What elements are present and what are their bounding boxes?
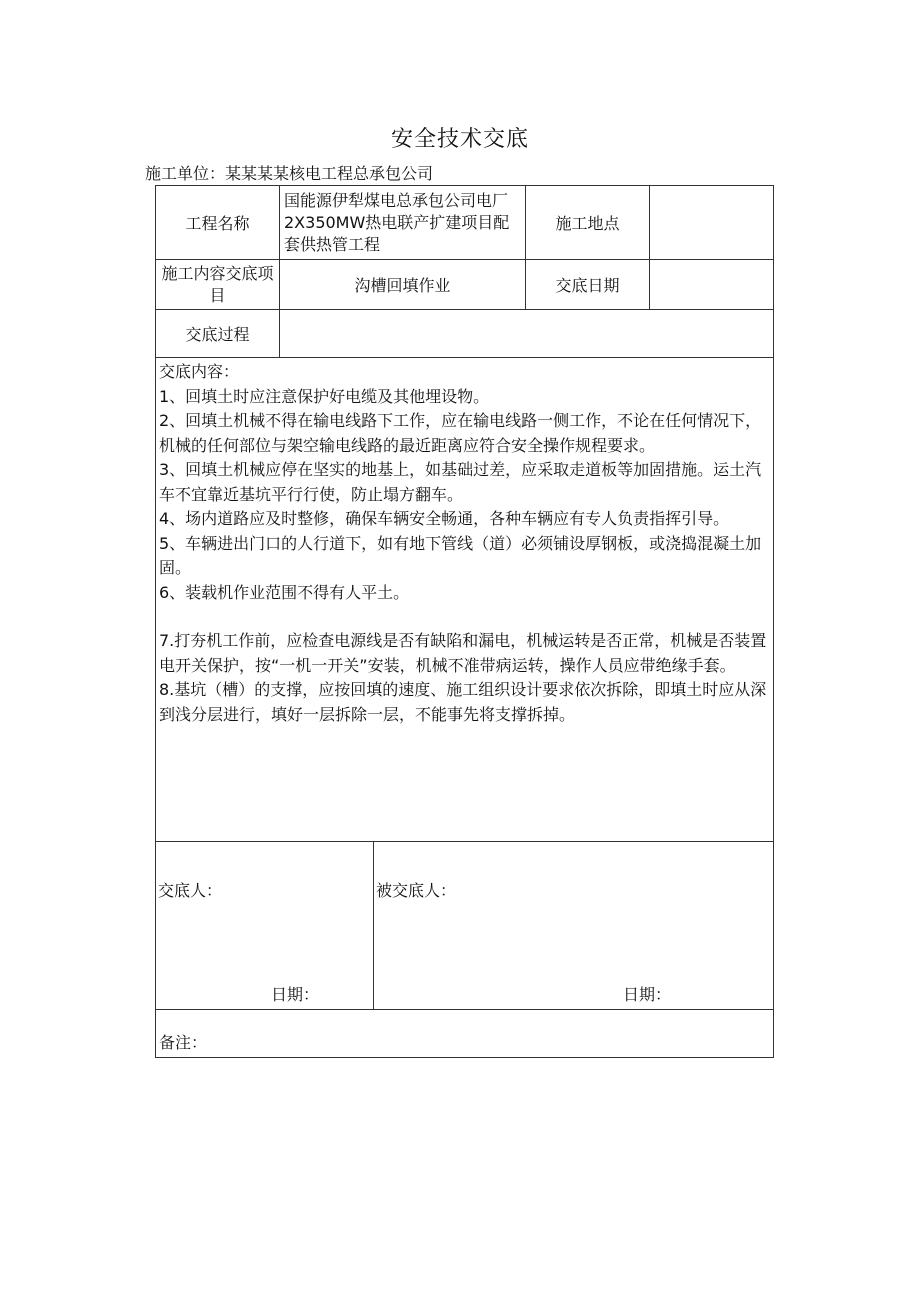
construction-unit: 施工单位：某某某某核电工程总承包公司 bbox=[145, 164, 434, 183]
receiver-label: 被交底人： bbox=[376, 881, 457, 900]
table-row bbox=[156, 358, 774, 842]
project-name-value: 国能源伊犁煤电总承包公司电厂2X350MW热电联产扩建项目配套供热管工程 bbox=[280, 186, 526, 260]
date-value bbox=[650, 260, 774, 310]
content-item: 2、回填土机械不得在输电线路下工作，应在输电线路一侧工作，不论在任何情况下，机械的任何部位与架空输电线路的最近距离应符合安全操作规程要求。 bbox=[159, 411, 762, 455]
location-label: 施工地点 bbox=[526, 186, 650, 260]
receiver-date-label: 日期： bbox=[623, 985, 672, 1004]
date-label: 交底日期 bbox=[526, 260, 650, 310]
giver-date-label: 日期： bbox=[271, 985, 320, 1004]
spacer bbox=[159, 605, 770, 629]
content-item: 5、车辆进出门口的人行道下，如有地下管线（道）必须铺设厚钢板，或浇捣混凝土加固。 bbox=[159, 533, 762, 577]
content-item: 8.基坑（槽）的支撑，应按回填的速度、施工组织设计要求依次拆除，即填土时应从深到浅分层进行，填好一层拆除一层，不能事先将支撑拆掉。 bbox=[159, 680, 767, 724]
disclosure-table bbox=[155, 185, 774, 1058]
project-name-label: 工程名称 bbox=[156, 186, 280, 260]
remarks-label: 备注： bbox=[156, 1010, 774, 1058]
content-item: 4、场内道路应及时整修，确保车辆安全畅通，各种车辆应有专人负责指挥引导。 bbox=[159, 509, 730, 528]
item-label bbox=[156, 260, 280, 310]
remarks-row bbox=[156, 1010, 774, 1058]
table-row bbox=[156, 260, 774, 310]
signature-row bbox=[156, 842, 774, 1010]
item-value: 沟槽回填作业 bbox=[280, 260, 526, 310]
content-heading: 交底内容： bbox=[159, 362, 240, 381]
table-row bbox=[156, 310, 774, 358]
content-cell bbox=[156, 358, 774, 842]
content-item: 1、回填土时应注意保护好电缆及其他埋设物。 bbox=[159, 386, 490, 406]
signature-cell bbox=[156, 842, 774, 1010]
table-row bbox=[156, 186, 774, 260]
page-title: 安全技术交底 bbox=[390, 127, 529, 152]
process-value bbox=[280, 310, 774, 358]
signature-divider bbox=[373, 842, 374, 1009]
content-item: 3、回填土机械应停在坚实的地基上，如基础过差，应采取走道板等加固措施。运土汽车不宜靠近基坑平行行使，防止塌方翻车。 bbox=[159, 460, 762, 504]
location-value bbox=[650, 186, 774, 260]
content-item: 6、装载机作业范围不得有人平土。 bbox=[159, 582, 410, 602]
content-item: 7.打夯机工作前，应检查电源线是否有缺陷和漏电，机械运转是否正常，机械是否装置电开关保护，按“一机一开关”安装，机械不准带病运转，操作人员应带绝缘手套。 bbox=[159, 631, 767, 675]
item-label-text: 施工内容交底项目 bbox=[161, 263, 274, 305]
giver-label: 交底人： bbox=[158, 881, 223, 900]
process-label: 交底过程 bbox=[156, 310, 280, 358]
